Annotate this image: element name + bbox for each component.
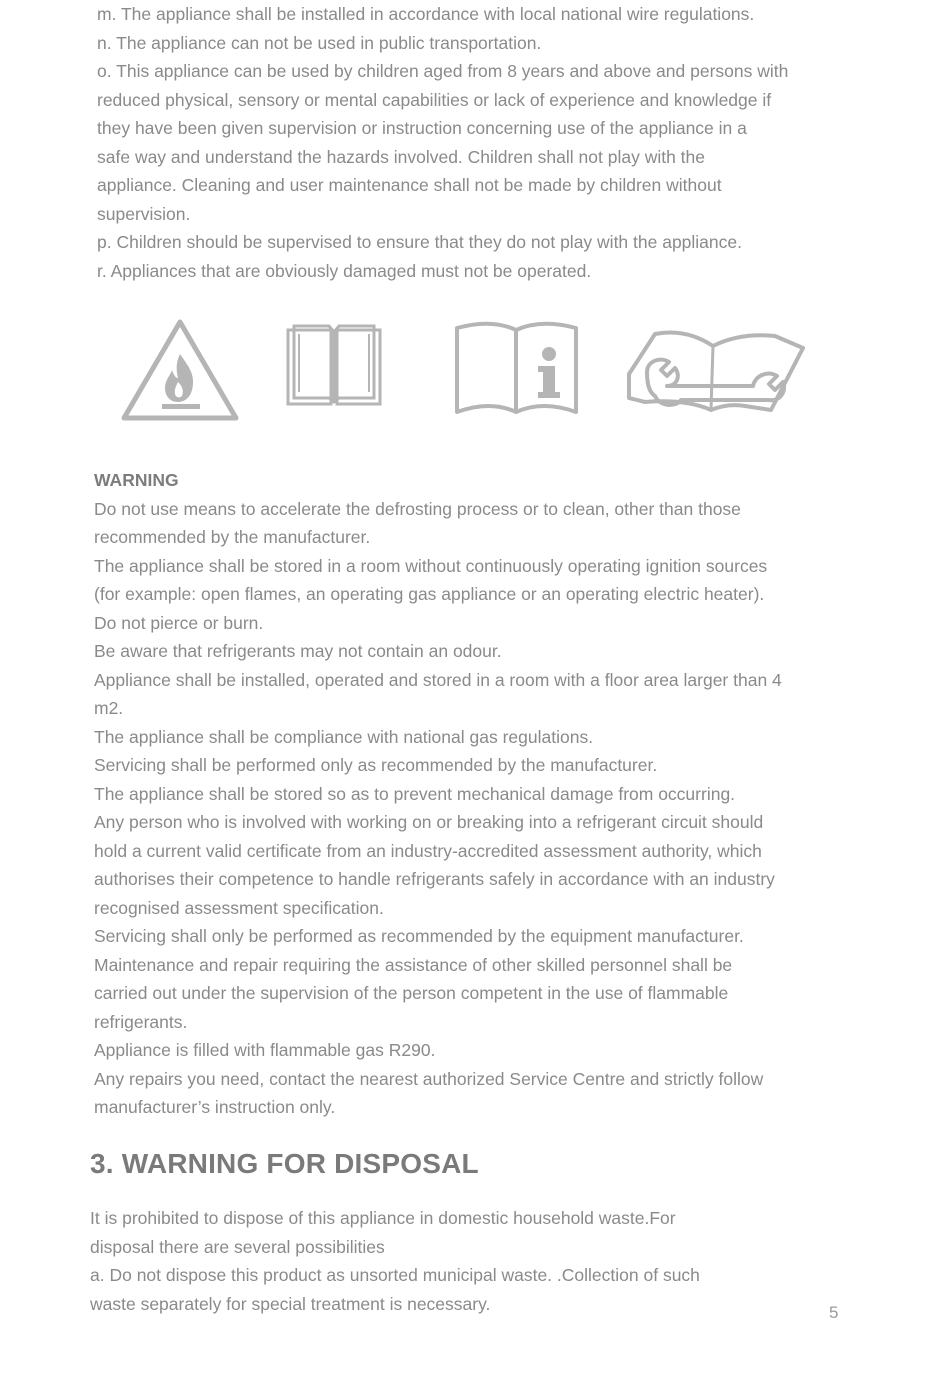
disposal-section (90, 1204, 810, 1318)
page-number: 5 (829, 1303, 839, 1322)
warning-line: (for example: open flames, an operating gas appliance or an operating electric heater). (94, 584, 765, 604)
warning-line: The appliance shall be compliance with national gas regulations. (94, 726, 594, 747)
manual-book-icon (285, 324, 383, 408)
warning-heading: WARNING (94, 470, 179, 490)
warning-line: Any repairs you need, contact the nearest authorized Service Centre and strictly follow (94, 1068, 764, 1089)
warning-line: Maintenance and repair requiring the assistance of other skilled personnel shall be (94, 954, 733, 975)
warning-line: Servicing shall only be performed as recommended by the equipment manufacturer. (94, 926, 744, 946)
warning-line: Appliance is filled with flammable gas R290. (94, 1040, 436, 1060)
section-heading-disposal: 3. WARNING FOR DISPOSAL (90, 1148, 479, 1179)
list-item: p. Children should be supervised to ensure that they do not play with the appliance. (97, 232, 742, 252)
safety-icons-row (120, 318, 810, 422)
list-item: reduced physical, sensory or mental capabilities or lack of experience and knowledge if (97, 89, 772, 110)
warning-line: recognised assessment specification. (94, 897, 384, 918)
list-item: supervision. (97, 203, 191, 224)
list-item: r. Appliances that are obviously damaged must not be operated. (97, 260, 592, 281)
warning-line: recommended by the manufacturer. (94, 527, 371, 547)
warning-line: carried out under the supervision of the person competent in the use of flammable (94, 983, 729, 1003)
flammable-warning-icon (120, 318, 240, 422)
disposal-line: disposal there are several possibilities (90, 1236, 385, 1257)
warning-line: The appliance shall be stored so as to prevent mechanical damage from occurring. (94, 783, 736, 804)
list-item: n. The appliance can not be used in public transportation. (97, 32, 542, 53)
service-manual-wrench-icon (625, 326, 805, 416)
warning-line: Appliance shall be installed, operated and stored in a room with a floor area larger than 4 (94, 669, 782, 690)
disposal-line: waste separately for special treatment is necessary. (90, 1293, 491, 1314)
warning-section (94, 466, 834, 1122)
list-item: o. This appliance can be used by children aged from 8 years and above and persons with (97, 61, 789, 81)
list-item: safe way and understand the hazards involved. Children shall not play with the (97, 146, 706, 167)
information-manual-icon (454, 320, 580, 416)
instructions-list (97, 0, 837, 285)
warning-line: Servicing shall be performed only as recommended by the manufacturer. (94, 755, 658, 775)
list-item: appliance. Cleaning and user maintenance shall not be made by children without (97, 175, 722, 195)
warning-line: authorises their competence to handle refrigerants safely in accordance with an industry (94, 869, 775, 889)
warning-line: hold a current valid certificate from an industry-accredited assessment authority, which (94, 840, 762, 861)
warning-line: refrigerants. (94, 1011, 188, 1032)
warning-line: Do not use means to accelerate the defrosting process or to clean, other than those (94, 498, 741, 519)
warning-line: Any person who is involved with working on or breaking into a refrigerant circuit should (94, 812, 764, 832)
list-item: m. The appliance shall be installed in accordance with local national wire regulations. (97, 4, 755, 24)
warning-line: m2. (94, 698, 124, 718)
warning-line: The appliance shall be stored in a room without continuously operating ignition sources (94, 555, 768, 576)
warning-line: Do not pierce or burn. (94, 612, 264, 633)
disposal-line: a. Do not dispose this product as unsorted municipal waste. .Collection of such (90, 1265, 700, 1285)
warning-line: Be aware that refrigerants may not contain an odour. (94, 641, 502, 661)
list-item: they have been given supervision or instruction concerning use of the appliance in a (97, 118, 747, 138)
warning-line: manufacturer’s instruction only. (94, 1097, 336, 1117)
disposal-line: It is prohibited to dispose of this appliance in domestic household waste.For (90, 1208, 676, 1228)
